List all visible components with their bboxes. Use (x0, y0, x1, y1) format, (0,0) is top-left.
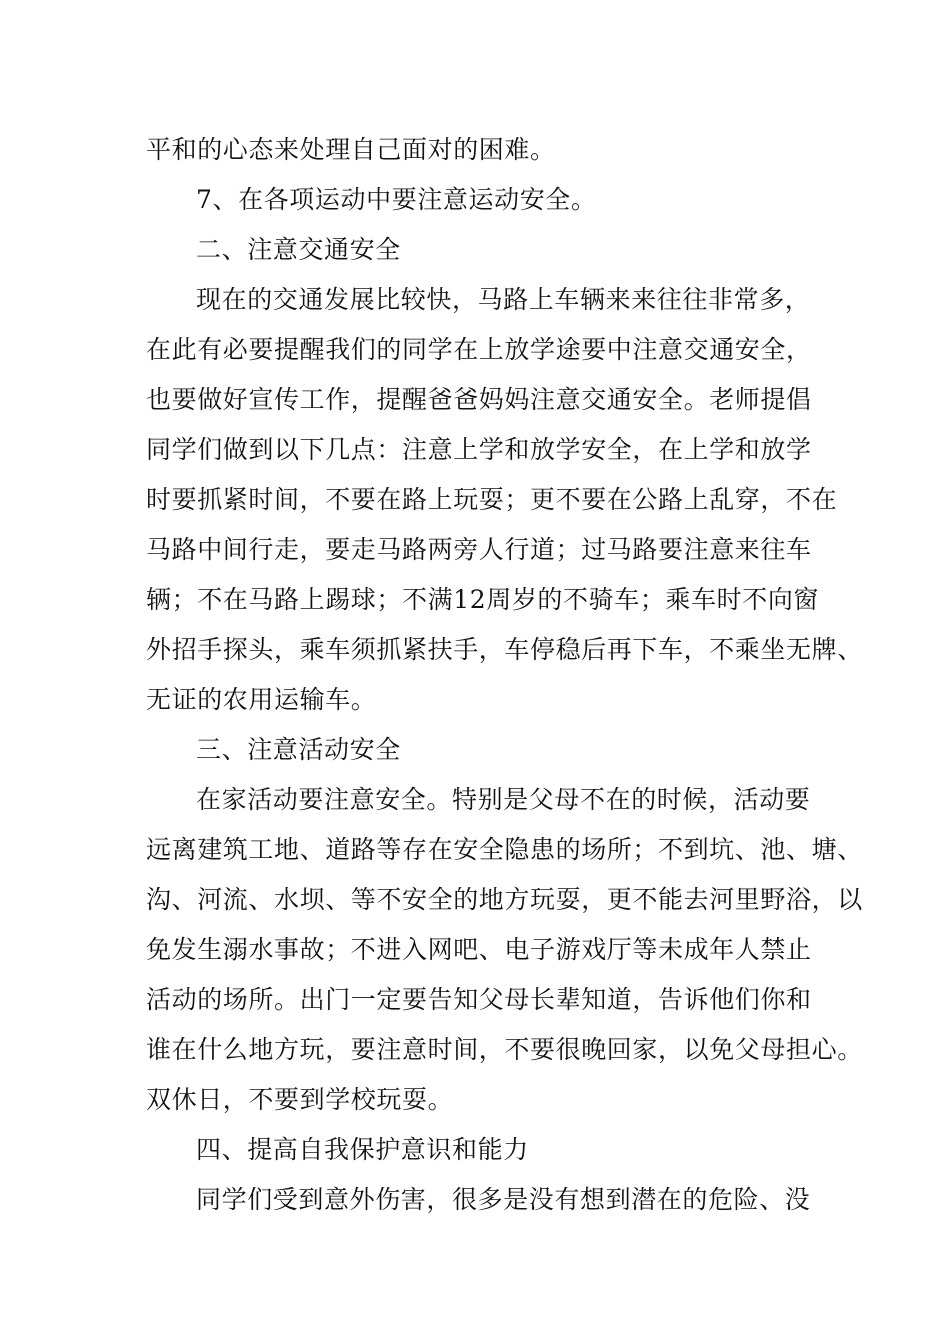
text-line: 同学们受到意外伤害，很多是没有想到潜在的危险、没 (196, 1185, 811, 1214)
text-line: 在此有必要提醒我们的同学在上放学途要中注意交通安全， (146, 335, 812, 364)
section-heading: 二、注意交通安全 (196, 235, 401, 264)
text-line: 沟、河流、水坝、等不安全的地方玩耍，更不能去河里野浴，以 (146, 885, 863, 914)
text-line: 马路中间行走，要走马路两旁人行道；过马路要注意来往车 (146, 535, 812, 564)
text-line: 辆；不在马路上踢球；不满12周岁的不骑车；乘车时不向窗 (146, 585, 820, 614)
text-line: 活动的场所。出门一定要告知父母长辈知道，告诉他们你和 (146, 985, 812, 1014)
text-line: 谁在什么地方玩，要注意时间，不要很晚回家，以免父母担心。 (146, 1035, 863, 1064)
section-heading: 四、提高自我保护意识和能力 (196, 1135, 529, 1164)
text-line: 7、在各项运动中要注意运动安全。 (196, 185, 597, 214)
text-line: 在家活动要注意安全。特别是父母不在的时候，活动要 (196, 785, 811, 814)
text-line: 免发生溺水事故；不进入网吧、电子游戏厅等未成年人禁止 (146, 935, 812, 964)
text-line: 双休日，不要到学校玩耍。 (146, 1085, 454, 1114)
section-heading: 三、注意活动安全 (196, 735, 401, 764)
text-line: 时要抓紧时间，不要在路上玩耍；更不要在公路上乱穿，不在 (146, 485, 838, 514)
text-line: 外招手探头，乘车须抓紧扶手，车停稳后再下车，不乘坐无牌、 (146, 635, 863, 664)
text-line: 也要做好宣传工作，提醒爸爸妈妈注意交通安全。老师提倡 (146, 385, 812, 414)
text-line: 无证的农用运输车。 (146, 685, 377, 714)
text-line: 现在的交通发展比较快，马路上车辆来来往往非常多， (196, 285, 811, 314)
text-line: 平和的心态来处理自己面对的困难。 (146, 135, 556, 164)
text-line: 远离建筑工地、道路等存在安全隐患的场所；不到坑、池、塘、 (146, 835, 863, 864)
text-line: 同学们做到以下几点：注意上学和放学安全，在上学和放学 (146, 435, 812, 464)
